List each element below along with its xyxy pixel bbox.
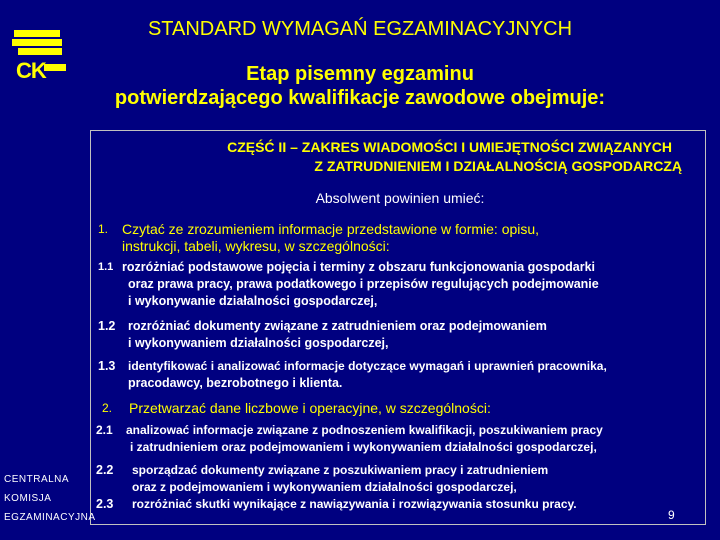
item-number: 2.3 — [96, 497, 114, 511]
item-line: instrukcji, tabeli, wykresu, w szczególności: — [122, 238, 390, 254]
subtitle-line-2: potwierdzającego kwalifikacje zawodowe obejmuje: — [114, 87, 606, 109]
logo-bar — [18, 48, 62, 55]
section-heading — [100, 138, 690, 176]
item-line: i wykonywaniem działalności gospodarczej, — [128, 336, 389, 350]
page-subtitle — [0, 62, 720, 110]
item-line: oraz z podejmowaniem i wykonywaniem działalności gospodarczej, — [132, 480, 517, 494]
item-line: pracodawcy, bezrobotnego i klienta. — [128, 376, 343, 390]
org-line: EGZAMINACYJNA — [4, 512, 96, 523]
item-number: 2. — [102, 401, 113, 415]
item-line: rozróżniać skutki wynikające z nawiązywania i rozwiązywania stosunku pracy. — [132, 497, 577, 511]
item-number: 1.2 — [98, 319, 116, 333]
item-line: sporządzać dokumenty związane z poszukiwaniem pracy i zatrudnieniem — [132, 463, 549, 477]
item-number: 2.1 — [96, 423, 113, 437]
item-line: Czytać ze zrozumieniem informacje przedstawione w formie: opisu, — [122, 221, 540, 237]
item-line: identyfikować i analizować informacje dotyczące wymagań i uprawnień pracownika, — [128, 359, 607, 373]
item-line: i zatrudnieniem oraz podejmowaniem i wykonywaniem działalności gospodarczej, — [130, 440, 597, 454]
item-line: analizować informacje związane z podnoszeniem kwalifikacji, poszukiwaniem pracy — [126, 423, 603, 437]
item-line: Przetwarzać dane liczbowe i operacyjne, w szczególności: — [129, 400, 491, 416]
item-number: 1. — [98, 222, 109, 236]
subtitle-line-1: Etap pisemny egzaminu — [246, 63, 474, 85]
item-number: 1.3 — [98, 359, 116, 373]
item-line: rozróżniać dokumenty związane z zatrudnieniem oraz podejmowaniem — [128, 319, 547, 333]
item-line: oraz prawa pracy, prawa podatkowego i przepisów regulujących podejmowanie — [128, 277, 599, 291]
intro-text: Absolwent powinien umieć: — [315, 190, 485, 206]
logo-text: CK — [16, 58, 46, 83]
page-title: STANDARD WYMAGAŃ EGZAMINACYJNYCH — [147, 18, 573, 40]
item-number: 2.2 — [96, 463, 114, 477]
organization-name — [4, 470, 96, 527]
page-number: 9 — [668, 508, 675, 522]
org-line: KOMISJA — [4, 493, 52, 504]
item-line: i wykonywanie działalności gospodarczej, — [128, 294, 378, 308]
section-heading-line-1: CZĘŚĆ II – ZAKRES WIADOMOŚCI I UMIEJĘTNOŚCI ZWIĄZANYCH — [227, 139, 672, 155]
org-line: CENTRALNA — [4, 474, 70, 485]
item-line: rozróżniać podstawowe pojęcia i terminy z obszaru funkcjonowania gospodarki — [122, 260, 595, 274]
section-heading-line-2: Z ZATRUDNIENIEM I DZIAŁALNOŚCIĄ GOSPODARCZĄ — [314, 158, 682, 174]
item-number: 1.1 — [98, 261, 114, 273]
